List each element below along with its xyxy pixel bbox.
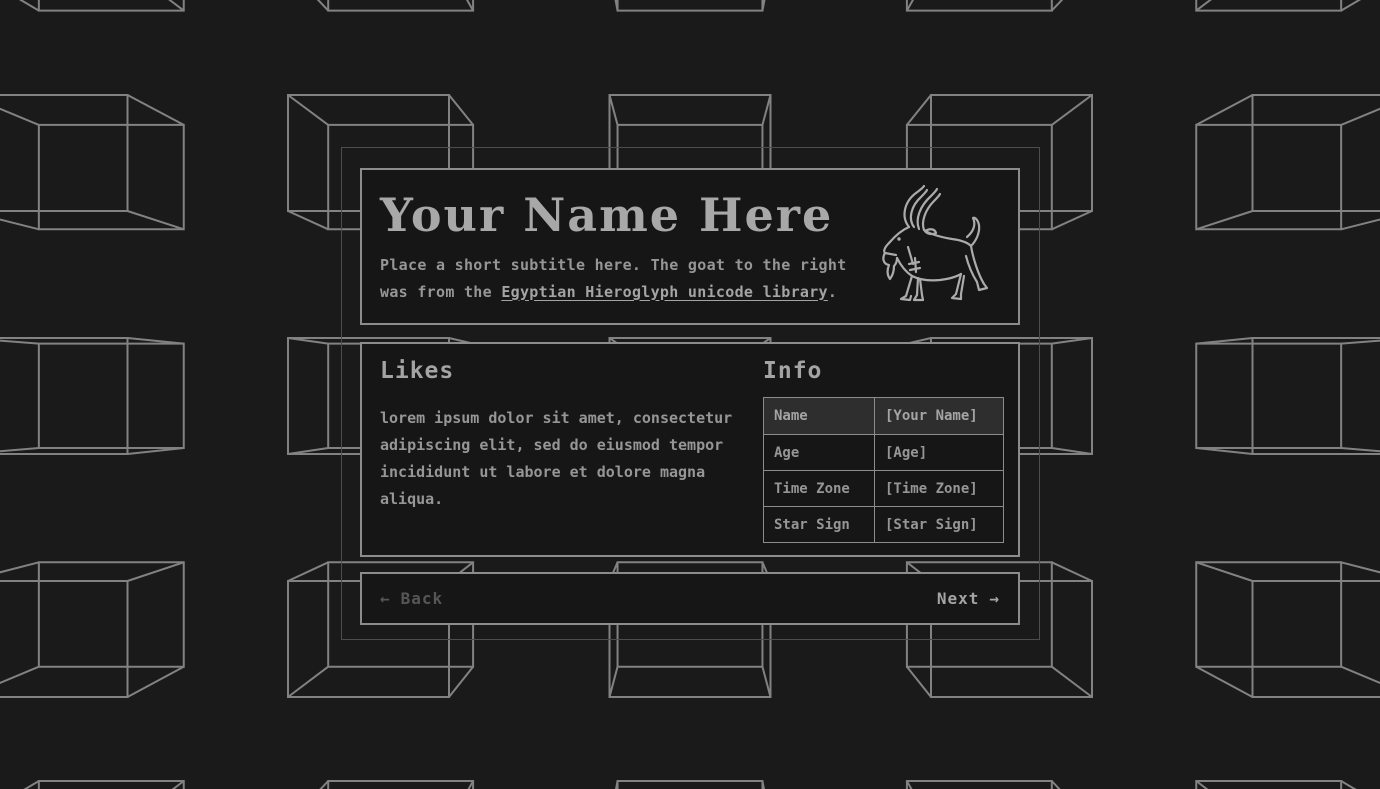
goat-hieroglyph-icon [868,184,992,310]
header-panel [360,168,1020,325]
row-value: [Your Name] [885,408,978,424]
table-row-age [764,434,1003,470]
row-label: Star Sign [764,507,875,542]
main-panel [360,342,1020,557]
info-heading: Info [763,358,823,384]
right-arrow-icon: → [989,589,1000,608]
back-label: Back [400,589,444,608]
info-section [763,358,1004,543]
next-button[interactable] [937,589,1000,608]
table-row-starsign [764,506,1003,542]
back-button[interactable] [380,589,443,608]
info-table [763,397,1004,543]
left-arrow-icon: ← [380,589,391,608]
table-row-name [764,398,1003,434]
row-value: [Age] [885,444,928,461]
hieroglyph-library-link[interactable]: Egyptian Hieroglyph unicode library [501,282,828,301]
likes-section [380,358,740,513]
row-label: Time Zone [764,471,875,506]
row-label: Name [764,398,875,434]
subtitle-line-1: Place a short subtitle here. The goat to the right [380,255,847,274]
likes-heading: Likes [380,358,455,384]
row-value: [Time Zone] [885,480,978,497]
page-title: Your Name Here [380,188,834,242]
subtitle-line-2: was from the Egyptian Hieroglyph unicode library. [380,282,838,301]
next-label: Next [936,589,980,608]
footer-nav [360,572,1020,625]
likes-body: lorem ipsum dolor sit amet, consectetur adipiscing elit, sed do eiusmod tempor incididunt ut labore et dolore magna aliqua. [380,409,733,508]
table-row-timezone [764,470,1003,506]
row-label: Age [764,435,875,470]
row-value: [Star Sign] [885,516,978,533]
